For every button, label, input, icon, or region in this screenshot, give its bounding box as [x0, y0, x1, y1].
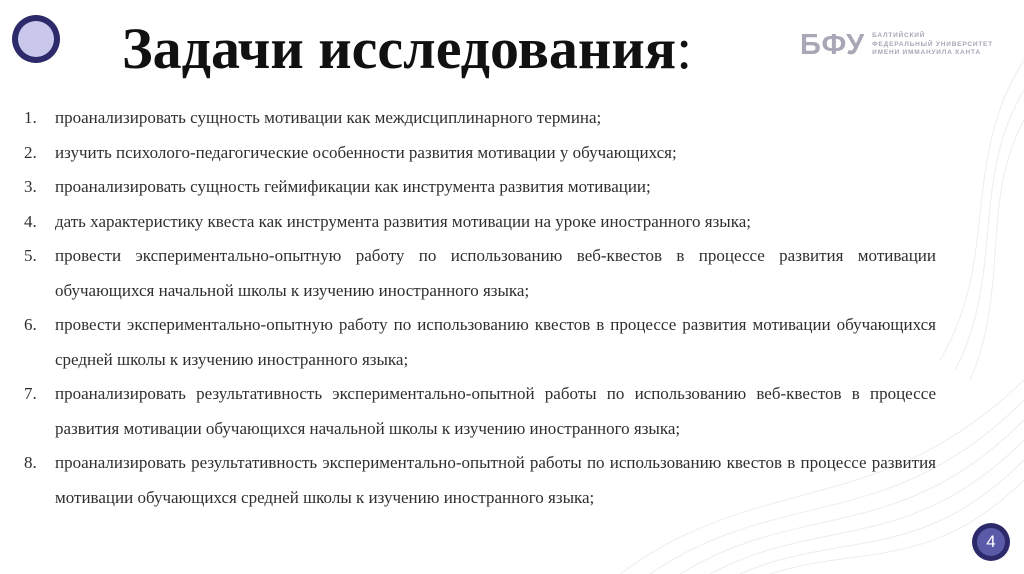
list-item — [24, 101, 936, 136]
list-item — [24, 446, 936, 515]
list-item-number: 4. — [24, 211, 37, 231]
page-title-text: Задачи исследования — [122, 16, 677, 81]
list-item-text: провести экспериментально-опытную работу по использованию квестов в процессе развития мотивации обучающихся средней школы к изучению иностранного языка; — [55, 315, 936, 369]
list-item — [24, 308, 936, 377]
page-number: 4 — [977, 528, 1005, 556]
list-item — [24, 239, 936, 308]
list-item-text: дать характеристику квеста как инструмента развития мотивации на уроке иностранного языка; — [55, 211, 751, 231]
logo-mark: БФУ — [800, 29, 866, 61]
list-item-number: 2. — [24, 142, 37, 162]
university-logo — [800, 30, 993, 60]
list-item-text: проанализировать результативность экспериментально-опытной работы по использованию веб-квестов в процессе развития мотивации обучающихся начальной школы к изучению иностранного языка; — [55, 384, 936, 438]
list-item — [24, 170, 936, 205]
list-item — [24, 377, 936, 446]
list-item-text: проанализировать сущность мотивации как междисциплинарного термина; — [55, 108, 602, 127]
logo-text-line: ИМЕНИ ИММАНУИЛА КАНТА — [872, 49, 981, 57]
list-item-number: 7. — [24, 384, 37, 403]
list-item-number: 6. — [24, 315, 37, 334]
list-item-number: 8. — [24, 453, 37, 472]
list-item-text: проанализировать результативность экспериментально-опытной работы по использованию квестов в процессе развития мотивации обучающихся средней школы к изучению иностранного языка; — [55, 453, 936, 507]
page-title — [122, 14, 692, 84]
list-item-number: 1. — [24, 108, 37, 127]
logo-text-line: БАЛТИЙСКИЙ — [872, 32, 926, 40]
page-number-badge — [972, 523, 1010, 561]
title-bullet-circle — [12, 15, 60, 63]
logo-text — [872, 32, 993, 58]
list-item-text: провести экспериментально-опытную работу по использованию веб-квестов в процессе развития мотивации обучающихся начальной школы к изучению иностранного языка; — [55, 246, 936, 300]
list-item-text: проанализировать сущность геймификации как инструмента развития мотивации; — [55, 177, 651, 196]
list-item — [24, 205, 936, 240]
page-title-colon: : — [676, 16, 693, 81]
list-item-text: изучить психолого-педагогические особенности развития мотивации у обучающихся; — [55, 142, 677, 162]
list-item — [24, 136, 936, 171]
logo-text-line: ФЕДЕРАЛЬНЫЙ УНИВЕРСИТЕТ — [872, 40, 993, 48]
list-item-number: 3. — [24, 177, 37, 196]
tasks-list — [24, 101, 936, 515]
list-item-number: 5. — [24, 246, 37, 265]
